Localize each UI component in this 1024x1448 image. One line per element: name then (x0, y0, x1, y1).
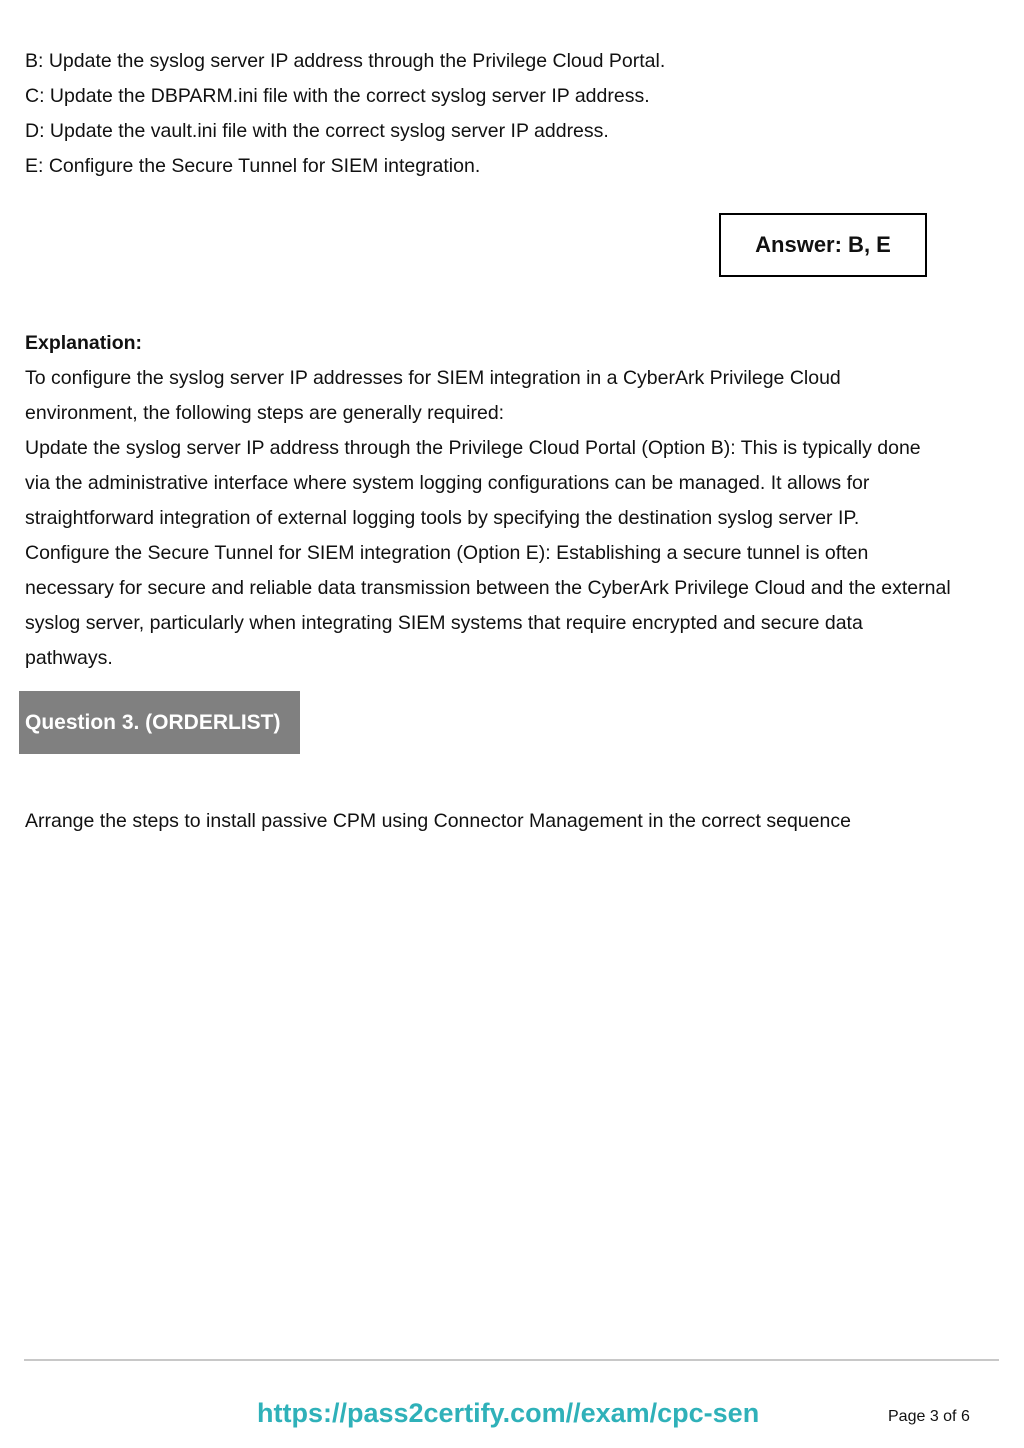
explanation-line: environment, the following steps are generally required: (25, 402, 505, 424)
page-number: Page 3 of 6 (888, 1408, 970, 1425)
option-d: D: Update the vault.ini file with the correct syslog server IP address. (25, 120, 609, 142)
explanation-line: syslog server, particularly when integrating SIEM systems that require encrypted and secure data (25, 612, 863, 634)
explanation-line: via the administrative interface where system logging configurations can be managed. It allows for (25, 472, 870, 494)
option-c: C: Update the DBPARM.ini file with the correct syslog server IP address. (25, 85, 650, 107)
explanation-line: To configure the syslog server IP addresses for SIEM integration in a CyberArk Privilege Cloud (25, 367, 841, 389)
footer-divider (24, 1359, 999, 1361)
footer-url-link[interactable]: https://pass2certify.com//exam/cpc-sen (257, 1398, 760, 1428)
question-text: Arrange the steps to install passive CPM using Connector Management in the correct sequence (25, 810, 851, 832)
option-e: E: Configure the Secure Tunnel for SIEM integration. (25, 155, 481, 177)
explanation-line: necessary for secure and reliable data transmission between the CyberArk Privilege Cloud and the external (25, 577, 951, 599)
explanation-line: pathways. (25, 647, 113, 669)
answer-box: Answer: B, E (719, 213, 927, 277)
explanation-line: straightforward integration of external logging tools by specifying the destination syslog server IP. (25, 507, 860, 529)
option-b: B: Update the syslog server IP address through the Privilege Cloud Portal. (25, 50, 666, 72)
explanation-heading: Explanation: (25, 332, 143, 354)
question-heading: Question 3. (ORDERLIST) (19, 691, 300, 754)
explanation-line: Update the syslog server IP address through the Privilege Cloud Portal (Option B): This is typically done (25, 437, 921, 459)
explanation-line: Configure the Secure Tunnel for SIEM integration (Option E): Establishing a secure tunnel is often (25, 542, 869, 564)
